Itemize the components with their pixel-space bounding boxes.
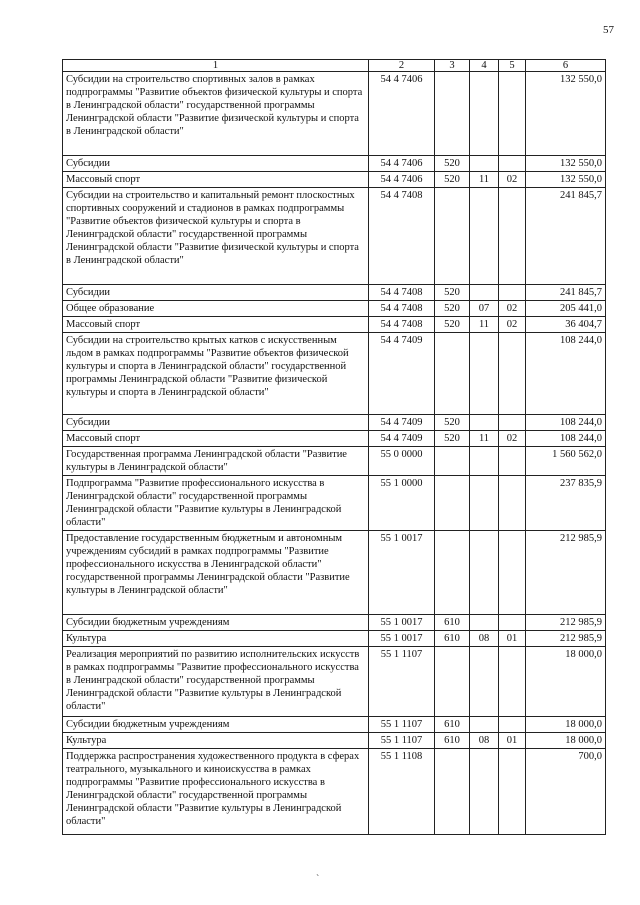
row-expense-type — [435, 188, 470, 285]
row-section — [470, 647, 499, 717]
row-expense-type: 610 — [435, 717, 470, 733]
table-row — [63, 447, 606, 476]
row-subsection — [499, 188, 526, 285]
row-expense-type: 520 — [435, 172, 470, 188]
row-section — [470, 333, 499, 415]
header-col-3: 3 — [435, 60, 470, 72]
row-section — [470, 447, 499, 476]
row-amount: 132 550,0 — [526, 156, 606, 172]
row-expense-type: 610 — [435, 615, 470, 631]
row-name: Субсидии на строительство и капитальный ремонт плоскостных спортивных сооружений и стадионов в рамках подпрограммы "Развитие объектов физической культуры и спорта в Ленинградской области" государственной программы Ленинградской области "Развитие физической культуры и спорта в Ленинградской области" — [63, 188, 369, 285]
row-subsection — [499, 285, 526, 301]
row-subsection — [499, 476, 526, 531]
row-subsection: 01 — [499, 631, 526, 647]
row-subsection: 01 — [499, 733, 526, 749]
row-section — [470, 188, 499, 285]
table-row — [63, 188, 606, 285]
row-code: 54 4 7409 — [369, 415, 435, 431]
table-row — [63, 317, 606, 333]
row-subsection — [499, 447, 526, 476]
row-code: 55 1 1107 — [369, 717, 435, 733]
row-expense-type — [435, 333, 470, 415]
row-section — [470, 285, 499, 301]
row-amount: 18 000,0 — [526, 647, 606, 717]
row-section — [470, 156, 499, 172]
row-name: Субсидии — [63, 156, 369, 172]
row-amount: 700,0 — [526, 749, 606, 835]
table-row — [63, 301, 606, 317]
row-name: Поддержка распространения художественного продукта в сферах театрального, музыкального и киноискусства в рамках подпрограммы "Развитие профессионального искусства в Ленинградской области" государственной программы Ленинградской области "Развитие культуры в Ленинградской области" — [63, 749, 369, 835]
row-name: Подпрограмма "Развитие профессионального искусства в Ленинградской области" государственной программы Ленинградской области "Развитие культуры в Ленинградской области" — [63, 476, 369, 531]
row-code: 55 1 0017 — [369, 631, 435, 647]
row-amount: 212 985,9 — [526, 531, 606, 615]
row-section: 11 — [470, 317, 499, 333]
row-section: 07 — [470, 301, 499, 317]
row-amount: 108 244,0 — [526, 415, 606, 431]
row-expense-type: 520 — [435, 301, 470, 317]
table-body — [63, 72, 606, 835]
row-amount: 212 985,9 — [526, 631, 606, 647]
row-amount: 241 845,7 — [526, 285, 606, 301]
table-header-row — [63, 60, 606, 72]
header-col-2: 2 — [369, 60, 435, 72]
row-expense-type — [435, 647, 470, 717]
header-col-1: 1 — [63, 60, 369, 72]
table-row — [63, 172, 606, 188]
table-row — [63, 647, 606, 717]
row-code: 55 1 1107 — [369, 733, 435, 749]
row-name: Субсидии бюджетным учреждениям — [63, 615, 369, 631]
row-subsection — [499, 333, 526, 415]
row-name: Субсидии на строительство спортивных залов в рамках подпрограммы "Развитие объектов физической культуры и спорта в Ленинградской области" государственной программы Ленинградской области "Развитие физической культуры и спорта в Ленинградской области" — [63, 72, 369, 156]
row-section — [470, 531, 499, 615]
table-row — [63, 717, 606, 733]
row-subsection: 02 — [499, 431, 526, 447]
row-name: Массовый спорт — [63, 431, 369, 447]
row-name: Общее образование — [63, 301, 369, 317]
header-col-5: 5 — [499, 60, 526, 72]
row-expense-type: 520 — [435, 431, 470, 447]
row-expense-type: 610 — [435, 733, 470, 749]
row-expense-type — [435, 476, 470, 531]
row-subsection — [499, 72, 526, 156]
table-row — [63, 631, 606, 647]
row-subsection: 02 — [499, 317, 526, 333]
row-code: 55 1 0000 — [369, 476, 435, 531]
header-col-4: 4 — [470, 60, 499, 72]
row-code: 55 1 0017 — [369, 531, 435, 615]
row-expense-type: 610 — [435, 631, 470, 647]
row-code: 55 1 1107 — [369, 647, 435, 717]
row-name: Субсидии — [63, 415, 369, 431]
table-row — [63, 733, 606, 749]
table-row — [63, 156, 606, 172]
table-row — [63, 749, 606, 835]
table-row — [63, 415, 606, 431]
row-subsection — [499, 156, 526, 172]
row-section — [470, 415, 499, 431]
table-row — [63, 531, 606, 615]
row-code: 55 0 0000 — [369, 447, 435, 476]
row-code: 55 1 1108 — [369, 749, 435, 835]
row-expense-type: 520 — [435, 317, 470, 333]
table-row — [63, 431, 606, 447]
table-row — [63, 285, 606, 301]
row-expense-type: 520 — [435, 156, 470, 172]
row-amount: 237 835,9 — [526, 476, 606, 531]
row-name: Государственная программа Ленинградской области "Развитие культуры в Ленинградской области" — [63, 447, 369, 476]
scan-artifact: ` — [316, 874, 320, 885]
row-section — [470, 72, 499, 156]
row-section — [470, 749, 499, 835]
row-code: 55 1 0017 — [369, 615, 435, 631]
row-code: 54 4 7408 — [369, 301, 435, 317]
row-amount: 205 441,0 — [526, 301, 606, 317]
row-code: 54 4 7408 — [369, 285, 435, 301]
row-section: 08 — [470, 631, 499, 647]
header-col-6: 6 — [526, 60, 606, 72]
row-subsection — [499, 531, 526, 615]
row-code: 54 4 7408 — [369, 317, 435, 333]
row-subsection — [499, 717, 526, 733]
row-code: 54 4 7406 — [369, 156, 435, 172]
row-amount: 18 000,0 — [526, 717, 606, 733]
budget-table — [62, 59, 606, 835]
row-section — [470, 615, 499, 631]
row-code: 54 4 7406 — [369, 172, 435, 188]
row-expense-type — [435, 72, 470, 156]
row-expense-type — [435, 749, 470, 835]
table-row — [63, 476, 606, 531]
row-section — [470, 476, 499, 531]
row-amount: 108 244,0 — [526, 431, 606, 447]
row-expense-type: 520 — [435, 415, 470, 431]
row-code: 54 4 7408 — [369, 188, 435, 285]
row-subsection — [499, 415, 526, 431]
row-name: Субсидии бюджетным учреждениям — [63, 717, 369, 733]
table-row — [63, 615, 606, 631]
row-amount: 36 404,7 — [526, 317, 606, 333]
row-amount: 108 244,0 — [526, 333, 606, 415]
row-amount: 241 845,7 — [526, 188, 606, 285]
row-amount: 132 550,0 — [526, 72, 606, 156]
row-subsection: 02 — [499, 172, 526, 188]
row-subsection — [499, 749, 526, 835]
row-code: 54 4 7406 — [369, 72, 435, 156]
row-section: 08 — [470, 733, 499, 749]
row-name: Культура — [63, 733, 369, 749]
row-name: Реализация мероприятий по развитию исполнительских искусств в рамках подпрограммы "Развитие профессионального искусства в Ленинградской области" государственной программы Ленинградской области "Развитие культуры в Ленинградской области" — [63, 647, 369, 717]
row-code: 54 4 7409 — [369, 431, 435, 447]
row-name: Массовый спорт — [63, 317, 369, 333]
row-expense-type — [435, 531, 470, 615]
row-name: Культура — [63, 631, 369, 647]
row-section — [470, 717, 499, 733]
row-amount: 132 550,0 — [526, 172, 606, 188]
row-subsection — [499, 615, 526, 631]
row-expense-type: 520 — [435, 285, 470, 301]
table-row — [63, 72, 606, 156]
row-name: Субсидии на строительство крытых катков с искусственным льдом в рамках подпрограммы "Развитие объектов физической культуры и спорта в Ленинградской области" государственной программы Ленинградской области "Развитие физической культуры и спорта в Ленинградской области" — [63, 333, 369, 415]
row-subsection — [499, 647, 526, 717]
row-code: 54 4 7409 — [369, 333, 435, 415]
row-name: Массовый спорт — [63, 172, 369, 188]
page-number: 57 — [603, 24, 614, 36]
row-name: Предоставление государственным бюджетным и автономным учреждениям субсидий в рамках подпрограммы "Развитие профессионального искусства в Ленинградской области" государственной программы Ленинградской области "Развитие культуры в Ленинградской области" — [63, 531, 369, 615]
row-amount: 1 560 562,0 — [526, 447, 606, 476]
row-expense-type — [435, 447, 470, 476]
row-section: 11 — [470, 172, 499, 188]
table-row — [63, 333, 606, 415]
row-amount: 18 000,0 — [526, 733, 606, 749]
row-amount: 212 985,9 — [526, 615, 606, 631]
row-name: Субсидии — [63, 285, 369, 301]
row-section: 11 — [470, 431, 499, 447]
row-subsection: 02 — [499, 301, 526, 317]
